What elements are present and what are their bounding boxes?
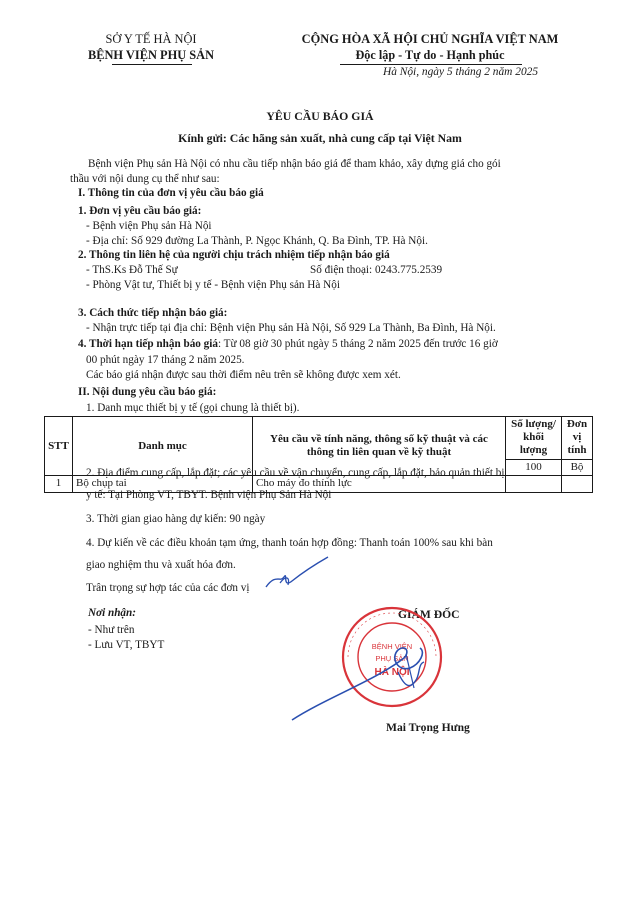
date-place: Hà Nội, ngày 5 tháng 2 năm 2025: [383, 66, 539, 78]
section2-item3: 3. Thời gian giao hàng dự kiến: 90 ngày: [86, 513, 266, 525]
section2-item2-line2: y tế: Tại Phòng VT, TBYT. Bệnh viện Phụ Sản Hà Nội: [86, 489, 332, 501]
deadline-line-2: 00 phút ngày 17 tháng 2 năm 2025.: [86, 354, 245, 366]
section1-sub2-heading: 2. Thông tin liên hệ của người chịu trách nhiệm tiếp nhận báo giá: [78, 249, 390, 261]
cell-unit: Bộ: [562, 459, 593, 476]
section1-sub4-heading: 4. Thời hạn tiếp nhận báo giá: [78, 338, 218, 350]
intro-line-2: thầu với nội dung cụ thể như sau:: [70, 173, 220, 185]
requester-name: - Bệnh viện Phụ sản Hà Nội: [86, 220, 212, 232]
svg-text:BỆNH VIỆN: BỆNH VIỆN: [371, 642, 413, 651]
section1-sub1-heading: 1. Đơn vị yêu cầu báo giá:: [78, 205, 202, 217]
contact-department: - Phòng Vật tư, Thiết bị y tế - Bệnh viện Phụ sản Hà Nội: [86, 279, 340, 291]
ministry-name: SỞ Y TẾ HÀ NỘI: [105, 32, 197, 46]
deadline-text-1: : Từ 08 giờ 30 phút ngày 5 tháng 2 năm 2025 đến trước 16 giờ: [217, 338, 498, 350]
hospital-underline: [112, 64, 192, 65]
recipient-item-1: - Như trên: [88, 624, 135, 636]
section2-item1: 1. Danh mục thiết bị y tế (gọi chung là thiết bị).: [86, 402, 300, 414]
director-name: Mai Trọng Hưng: [386, 721, 470, 734]
svg-text:HÀ NỘI: HÀ NỘI: [374, 667, 410, 678]
initial-signature: [262, 553, 332, 593]
receipt-method: - Nhận trực tiếp tại địa chỉ: Bệnh viện Phụ sản Hà Nội, Số 929 La Thành, Ba Đình, Hà Nội.: [86, 322, 496, 334]
director-signature: [286, 628, 446, 728]
header-stt: STT: [45, 417, 73, 476]
section1-heading: I. Thông tin của đơn vị yêu cầu báo giá: [78, 187, 264, 199]
section2-item2-line1: 2. Địa điểm cung cấp, lắp đặt; các yêu cầu về vận chuyển, cung cấp, lắp đặt, bảo quản thiết bị: [86, 467, 505, 479]
document-title: YÊU CẦU BÁO GIÁ: [266, 109, 374, 123]
section2-item4-line1: 4. Dự kiến về các điều khoản tạm ứng, thanh toán hợp đồng: Thanh toán 100% sau khi bàn: [86, 537, 493, 549]
section1-sub3-heading: 3. Cách thức tiếp nhận báo giá:: [78, 307, 228, 319]
section2-item4-line2: giao nghiệm thu và xuất hóa đơn.: [86, 559, 236, 571]
cell-quantity: 100: [506, 459, 562, 476]
hospital-name: BỆNH VIỆN PHỤ SẢN: [87, 48, 215, 62]
director-title: GIÁM ĐỐC: [398, 608, 460, 621]
closing-line: Trân trọng sự hợp tác của các đơn vị: [86, 582, 250, 594]
late-quote-note: Các báo giá nhận được sau thời điểm nêu trên sẽ không được xem xét.: [86, 369, 401, 381]
header-requirements: Yêu cầu về tính năng, thông số kỹ thuật và các thông tin liên quan về kỹ thuật: [253, 417, 506, 476]
table-header-row: [45, 417, 593, 460]
cell-name: Bộ chụp tai: [73, 476, 253, 493]
section2-heading: II. Nội dung yêu cầu báo giá:: [78, 386, 217, 398]
equipment-table: [44, 416, 593, 493]
republic-name: CỘNG HÒA XÃ HỘI CHỦ NGHĨA VIỆT NAM: [301, 32, 559, 46]
deadline-line-1: [78, 337, 498, 351]
header-unit: Đơn vị tính: [562, 417, 593, 460]
cell-empty-qty: [506, 476, 562, 493]
recipient-item-2: - Lưu VT, TBYT: [88, 639, 165, 651]
contact-name: - ThS.Ks Đỗ Thế Sự: [86, 264, 178, 276]
contact-phone: Số điện thoại: 0243.775.2539: [310, 264, 443, 276]
cell-requirements: Cho máy đo thính lực: [253, 476, 506, 493]
recipients-label: Nơi nhận:: [88, 607, 136, 619]
national-motto: Độc lập - Tự do - Hạnh phúc: [355, 48, 505, 62]
requester-address: - Địa chỉ: Số 929 đường La Thành, P. Ngọc Khánh, Q. Ba Đình, TP. Hà Nội.: [86, 235, 428, 247]
intro-line-1: Bệnh viện Phụ sản Hà Nội có nhu cầu tiếp nhận báo giá để tham khảo, xây dựng giá cho gói: [88, 158, 501, 170]
cell-stt: 1: [45, 476, 73, 493]
header-quantity: Số lượng/ khối lượng: [506, 417, 562, 460]
recipient-line: Kính gửi: Các hãng sản xuất, nhà cung cấp tại Việt Nam: [178, 131, 462, 145]
header-name: Danh mục: [73, 417, 253, 476]
cell-empty-unit: [562, 476, 593, 493]
svg-text:PHỤ SẢN: PHỤ SẢN: [375, 654, 409, 663]
